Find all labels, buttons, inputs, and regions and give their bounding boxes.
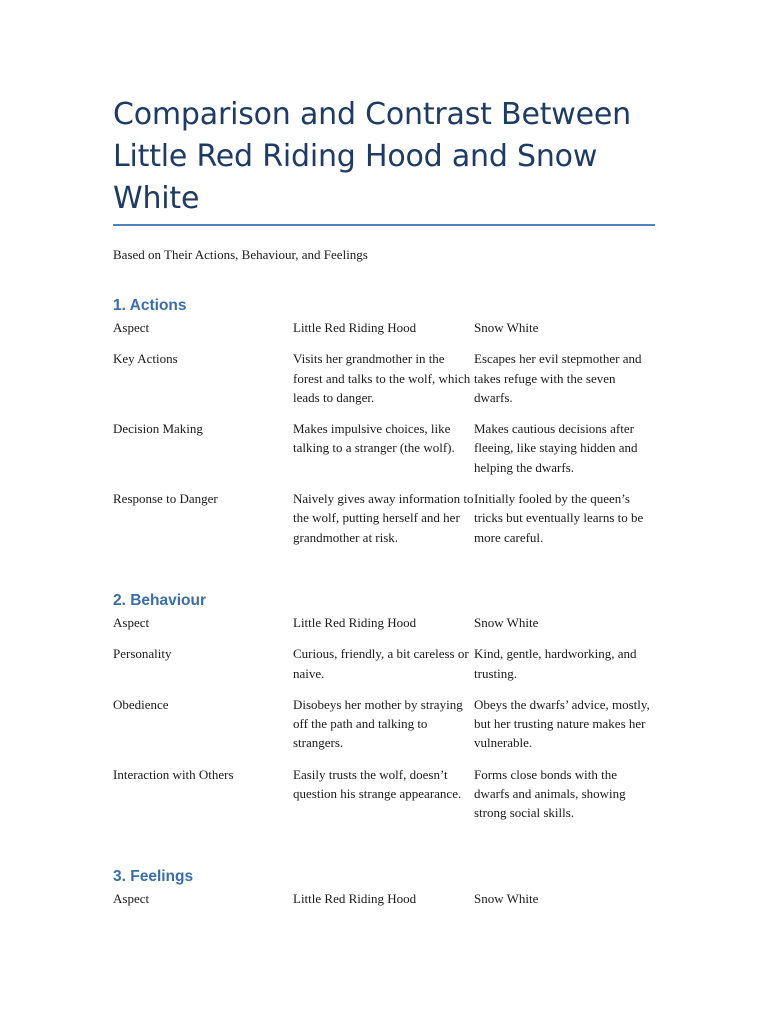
document-subtitle: Based on Their Actions, Behaviour, and Feelings [113,247,368,262]
aspect-cell: Response to Danger [113,491,218,507]
section-heading: 2. Behaviour [113,591,207,609]
aspect-cell: Personality [113,646,172,662]
aspect-cell: Decision Making [113,421,203,437]
aspect-cell: Interaction with Others [113,766,234,782]
column-header-aspect: Aspect [113,320,150,335]
column-header-snow-white: Snow White [474,614,539,630]
section-actions [113,296,655,547]
aspect-cell: Key Actions [113,351,178,367]
snow-white-cell: Obeys the dwarfs’ advice, mostly, but her trusting nature makes her vulnerable. [474,696,650,751]
table-row [113,695,655,753]
snow-white-cell: Initially fooled by the queen’s tricks but eventually learns to be more careful. [474,491,644,545]
table-row [113,419,655,477]
table-header-row [113,613,655,632]
column-header-snow-white: Snow White [474,890,539,906]
lrrh-cell: Curious, friendly, a bit careless or naive. [293,646,469,681]
section-heading: 3. Feelings [113,867,194,885]
snow-white-cell: Forms close bonds with the dwarfs and animals, showing strong social skills. [474,766,626,821]
document-title-line-2: Little Red Riding Hood and Snow White [113,139,598,216]
table-header-row [113,889,655,908]
aspect-cell: Obedience [113,696,169,712]
lrrh-cell: Naively gives away information to the wolf, putting herself and her grandmother at risk. [293,491,474,545]
document-title [113,94,655,226]
section-heading: 1. Actions [113,297,187,314]
lrrh-cell: Makes impulsive choices, like talking to a stranger (the wolf). [293,421,455,456]
table-row [113,644,655,683]
document-page [113,94,655,908]
column-header-lrrh: Little Red Riding Hood [293,614,417,630]
table-row [113,349,655,407]
section-behaviour [113,591,655,823]
lrrh-cell: Visits her grandmother in the forest and talks to the wolf, which leads to danger. [293,351,471,405]
table-header-row [113,318,655,337]
snow-white-cell: Escapes her evil stepmother and takes refuge with the seven dwarfs. [474,351,642,405]
column-header-aspect: Aspect [113,890,150,906]
document-title-line-1: Comparison and Contrast Between [113,97,631,132]
column-header-lrrh: Little Red Riding Hood [293,320,417,335]
snow-white-cell: Makes cautious decisions after fleeing, like staying hidden and helping the dwarfs. [474,421,638,475]
table-row [113,765,655,823]
lrrh-cell: Disobeys her mother by straying off the path and talking to strangers. [293,696,463,751]
table-row [113,489,655,547]
column-header-snow-white: Snow White [474,320,539,335]
snow-white-cell: Kind, gentle, hardworking, and trusting. [474,646,637,681]
lrrh-cell: Easily trusts the wolf, doesn’t question his strange appearance. [293,766,462,802]
section-feelings [113,867,655,908]
column-header-aspect: Aspect [113,614,150,630]
column-header-lrrh: Little Red Riding Hood [293,890,417,906]
